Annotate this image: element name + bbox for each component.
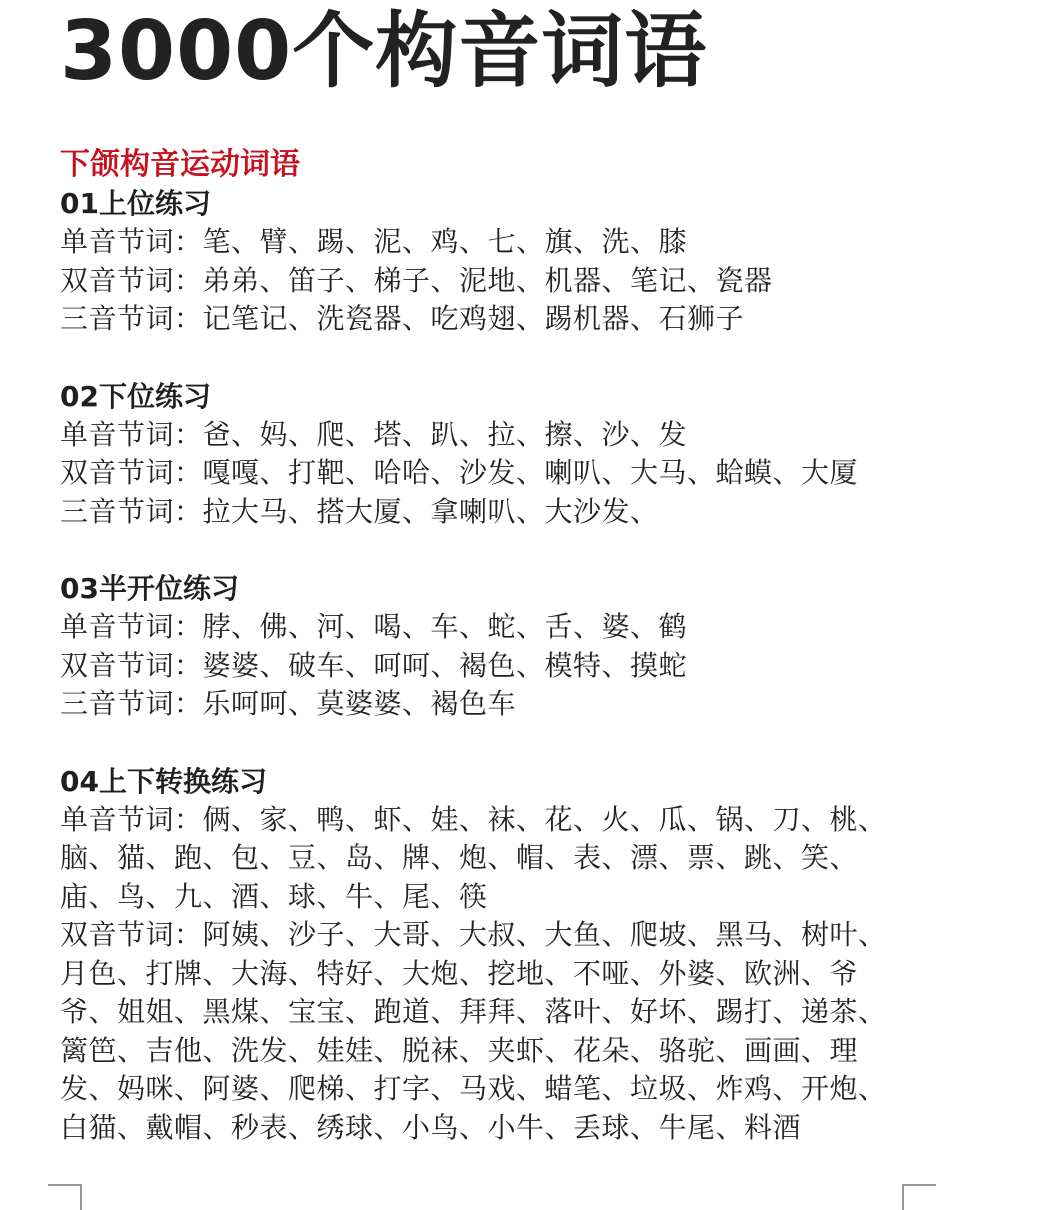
single-syllable-words-line: 单音节词：俩、家、鸭、虾、娃、袜、花、火、瓜、锅、刀、桃、 <box>60 802 887 836</box>
section-heading: 04上下转换练习 <box>60 764 267 798</box>
triple-syllable-words: 三音节词：拉大马、搭大厦、拿喇叭、大沙发、 <box>60 494 659 528</box>
double-syllable-words-line: 爷、姐姐、黑煤、宝宝、跑道、拜拜、落叶、好坏、踢打、递茶、 <box>60 995 887 1028</box>
section-lower-position <box>60 378 990 532</box>
double-syllable-words: 双音节词：弟弟、笛子、梯子、泥地、机器、笔记、瓷器 <box>60 263 773 297</box>
section-heading: 02下位练习 <box>60 379 211 413</box>
crop-mark-left <box>48 1184 82 1210</box>
double-syllable-words-line: 篱笆、吉他、洗发、娃娃、脱袜、夹虾、花朵、骆驼、画画、理 <box>60 1033 859 1067</box>
single-syllable-words: 单音节词：爸、妈、爬、塔、趴、拉、擦、沙、发 <box>60 417 688 451</box>
triple-syllable-words: 三音节词：乐呵呵、莫婆婆、褐色车 <box>60 687 517 720</box>
double-syllable-words-line: 发、妈咪、阿婆、爬梯、打字、马戏、蜡笔、垃圾、炸鸡、开炮、 <box>60 1072 887 1105</box>
page-title: 3000个构音词语 <box>60 4 708 99</box>
double-syllable-words-line: 白猫、戴帽、秒表、绣球、小鸟、小牛、丢球、牛尾、料酒 <box>60 1110 802 1144</box>
section-upper-position <box>60 185 990 339</box>
double-syllable-words: 双音节词：婆婆、破车、呵呵、褐色、模特、摸蛇 <box>60 648 688 682</box>
section-up-down-switch <box>60 763 990 1148</box>
double-syllable-words: 双音节词：嘎嘎、打靶、哈哈、沙发、喇叭、大马、蛤蟆、大厦 <box>60 456 859 489</box>
double-syllable-words-line: 月色、打牌、大海、特好、大炮、挖地、不哑、外婆、欧洲、爷 <box>60 956 859 990</box>
single-syllable-words: 单音节词：脖、佛、河、喝、车、蛇、舌、婆、鹤 <box>60 610 688 643</box>
single-syllable-words-line: 庙、鸟、九、酒、球、牛、尾、筷 <box>60 879 488 913</box>
double-syllable-words-line: 双音节词：阿姨、沙子、大哥、大叔、大鱼、爬坡、黑马、树叶、 <box>60 918 887 951</box>
section-half-open-position <box>60 570 990 724</box>
section-subtitle: 下颌构音运动词语 <box>60 147 300 182</box>
section-heading: 01上位练习 <box>60 187 211 220</box>
triple-syllable-words: 三音节词：记笔记、洗瓷器、吃鸡翅、踢机器、石狮子 <box>60 302 745 335</box>
single-syllable-words-line: 脑、猫、跑、包、豆、岛、牌、炮、帽、表、漂、票、跳、笑、 <box>60 841 859 874</box>
section-heading: 03半开位练习 <box>60 572 239 605</box>
crop-mark-right <box>902 1184 936 1210</box>
document-body <box>60 145 990 1147</box>
single-syllable-words: 单音节词：笔、臂、踢、泥、鸡、七、旗、洗、膝 <box>60 225 688 258</box>
